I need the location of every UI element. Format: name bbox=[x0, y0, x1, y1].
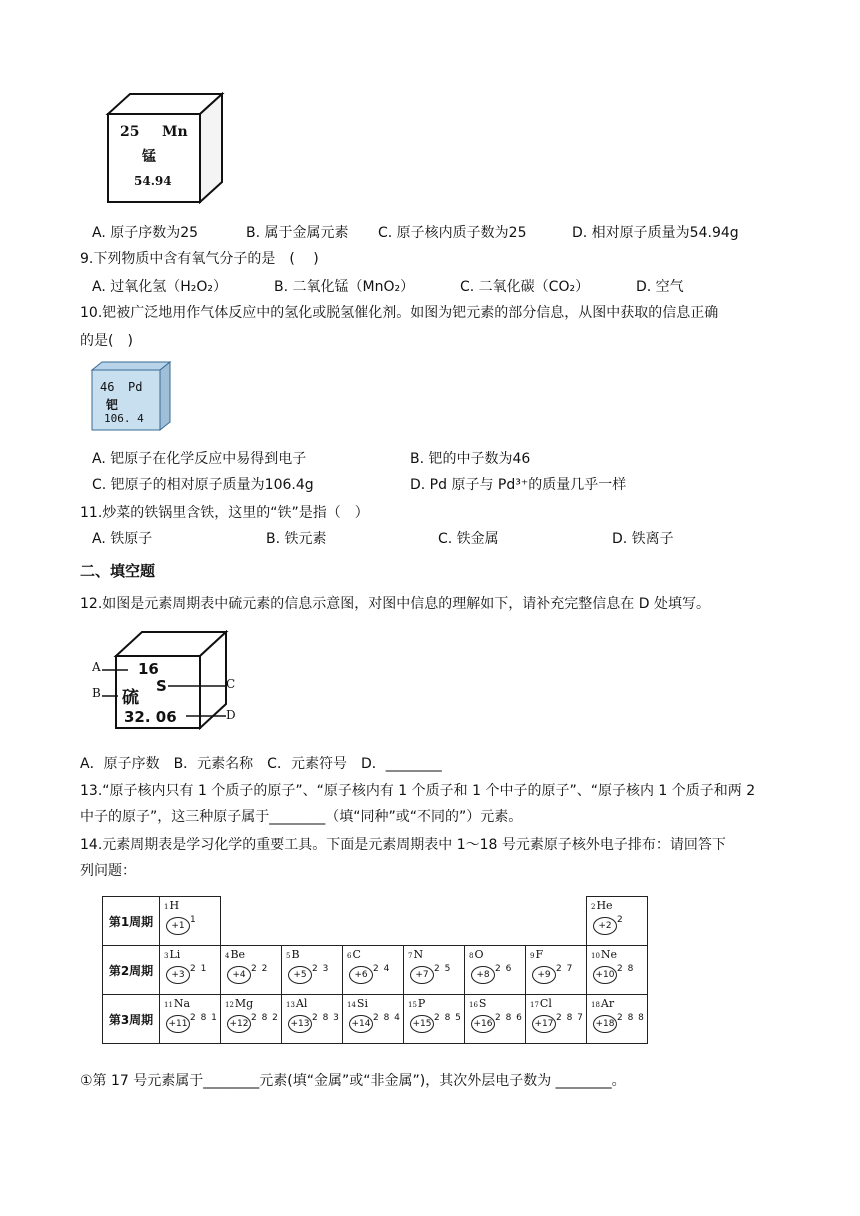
element-cell-be: 4Be +4 2 2 bbox=[221, 946, 282, 995]
mn-mass: 54.94 bbox=[134, 174, 172, 188]
electron-shells: 1 bbox=[190, 915, 197, 925]
element-cell-mg: 12Mg +12 2 8 2 bbox=[221, 995, 282, 1044]
q11-option-d[interactable]: D. 铁离子 bbox=[612, 531, 674, 547]
period-1-label: 第1周期 bbox=[103, 897, 160, 946]
q11-option-c[interactable]: C. 铁金属 bbox=[438, 531, 499, 547]
q14-line1: 14.元素周期表是学习化学的重要工具。下面是元素周期表中 1～18 号元素原子核外电子排布：请回答下 bbox=[80, 837, 726, 853]
q10-stem-line1: 10.钯被广泛地用作气体反应中的氢化或脱氢催化剂。如图为钯元素的部分信息，从图中获取的信息正确 bbox=[80, 305, 719, 321]
q9-option-a[interactable]: A. 过氧化氢（H₂O₂） bbox=[92, 279, 228, 295]
q10-option-d[interactable]: D. Pd 原子与 Pd³⁺的质量几乎一样 bbox=[410, 477, 627, 493]
element-cell-he: 2He +2 2 bbox=[587, 897, 648, 946]
q13-line2[interactable]: 中子的原子”，这三种原子属于________（填“同种”或“不同的”）元素。 bbox=[80, 809, 523, 825]
s-name: 硫 bbox=[122, 688, 139, 708]
pd-symbol: Pd bbox=[128, 380, 143, 394]
s-symbol: S bbox=[156, 677, 167, 695]
s-label-a: A bbox=[92, 660, 101, 674]
mn-number: 25 bbox=[120, 124, 140, 140]
element-cell-li: 3Li +3 2 1 bbox=[160, 946, 221, 995]
q10-option-c[interactable]: C. 钯原子的相对原子质量为106.4g bbox=[92, 477, 314, 493]
s-number: 16 bbox=[138, 660, 159, 678]
nucleus: +1 bbox=[166, 917, 190, 935]
q11-stem: 11.炒菜的铁锅里含铁，这里的“铁”是指（ ） bbox=[80, 505, 369, 521]
electron-shells: 2 bbox=[617, 915, 624, 925]
period-2-label: 第2周期 bbox=[103, 946, 160, 995]
q8-option-b[interactable]: B. 属于金属元素 bbox=[246, 225, 349, 241]
element-cell-s: 16S +16 2 8 6 bbox=[465, 995, 526, 1044]
periodic-table bbox=[102, 896, 648, 1044]
element-cell-n: 7N +7 2 5 bbox=[404, 946, 465, 995]
q10-option-a[interactable]: A. 钯原子在化学反应中易得到电子 bbox=[92, 451, 307, 467]
s-label-d: D bbox=[226, 708, 236, 722]
q9-option-d[interactable]: D. 空气 bbox=[636, 279, 684, 295]
q14-subquestion-1[interactable]: ①第 17 号元素属于________元素(填“金属”或“非金属”)，其次外层电子数为 ________。 bbox=[80, 1073, 626, 1089]
q9-stem: 9.下列物质中含有氧气分子的是 ( ) bbox=[80, 251, 319, 267]
q8-option-d[interactable]: D. 相对原子质量为54.94g bbox=[572, 225, 739, 241]
element-cell-h: 1H +1 1 bbox=[160, 897, 221, 946]
q9-option-b[interactable]: B. 二氧化锰（MnO₂） bbox=[274, 279, 415, 295]
q8-option-c[interactable]: C. 原子核内质子数为25 bbox=[378, 225, 527, 241]
q8-option-a[interactable]: A. 原子序数为25 bbox=[92, 225, 199, 241]
pd-number: 46 bbox=[100, 380, 115, 394]
mn-symbol: Mn bbox=[162, 124, 188, 140]
pd-mass: 106. 4 bbox=[104, 412, 144, 425]
pd-name: 钯 bbox=[106, 398, 119, 412]
q12-stem: 12.如图是元素周期表中硫元素的信息示意图，对图中信息的理解如下，请补充完整信息在 D 处填写。 bbox=[80, 596, 710, 612]
nucleus: +2 bbox=[593, 917, 617, 935]
element-cell-p: 15P +15 2 8 5 bbox=[404, 995, 465, 1044]
q13-line1: 13.“原子核内只有 1 个质子的原子”、“原子核内有 1 个质子和 1 个中子的原子”、“原子核内 1 个质子和两 2 bbox=[80, 783, 756, 799]
element-cell-b: 5B +5 2 3 bbox=[282, 946, 343, 995]
s-label-c: C bbox=[226, 677, 236, 691]
element-cell-cl: 17Cl +17 2 8 7 bbox=[526, 995, 587, 1044]
element-cell-al: 13Al +13 2 8 3 bbox=[282, 995, 343, 1044]
q12-answer-line[interactable]: A．原子序数 B．元素名称 C．元素符号 D．________ bbox=[80, 756, 442, 772]
element-cell-si: 14Si +14 2 8 4 bbox=[343, 995, 404, 1044]
element-cell-o: 8O +8 2 6 bbox=[465, 946, 526, 995]
q11-option-a[interactable]: A. 铁原子 bbox=[92, 531, 153, 547]
q10-stem-line2: 的是( ) bbox=[80, 333, 133, 349]
element-cell-c: 6C +6 2 4 bbox=[343, 946, 404, 995]
element-cell-ar: 18Ar +18 2 8 8 bbox=[587, 995, 648, 1044]
period-3-label: 第3周期 bbox=[103, 995, 160, 1044]
element-cell-ne: 10Ne +10 2 8 bbox=[587, 946, 648, 995]
q10-option-b[interactable]: B. 钯的中子数为46 bbox=[410, 451, 531, 467]
element-cell-f: 9F +9 2 7 bbox=[526, 946, 587, 995]
element-cell-na: 11Na +11 2 8 1 bbox=[160, 995, 221, 1044]
q14-line2: 列问题： bbox=[80, 863, 136, 879]
section-heading: 二、填空题 bbox=[80, 562, 156, 580]
q11-option-b[interactable]: B. 铁元素 bbox=[266, 531, 327, 547]
q9-option-c[interactable]: C. 二氧化碳（CO₂） bbox=[460, 279, 590, 295]
mn-name: 锰 bbox=[142, 149, 156, 165]
s-label-b: B bbox=[92, 686, 101, 700]
s-mass: 32. 06 bbox=[124, 708, 177, 726]
